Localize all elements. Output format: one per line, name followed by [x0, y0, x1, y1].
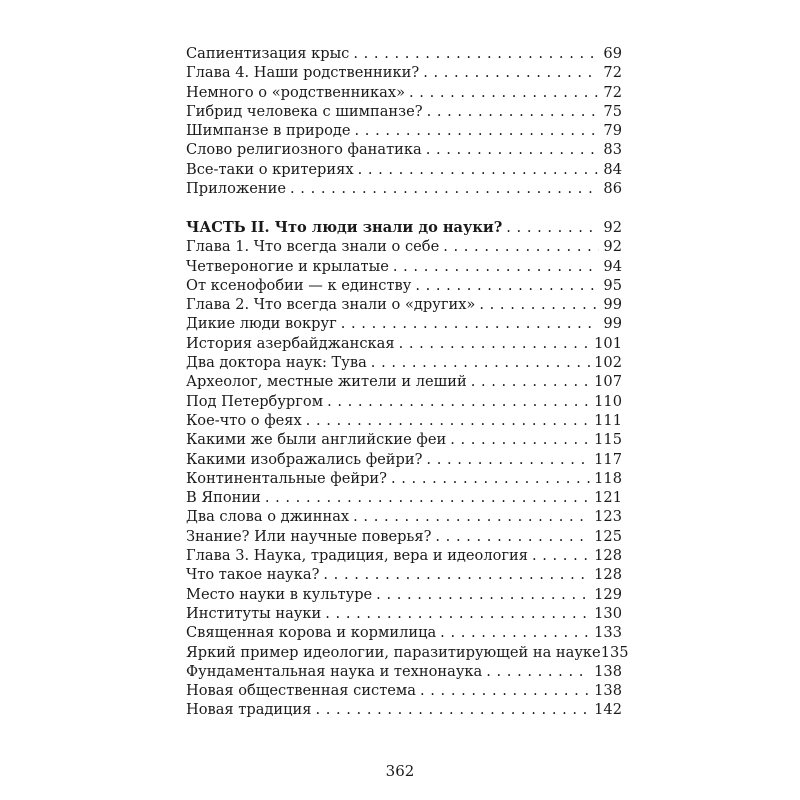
toc-leader-dots: [341, 314, 600, 333]
toc-entry: [186, 314, 622, 333]
toc-entry: [186, 102, 622, 121]
toc-leader-dots: [327, 392, 590, 411]
toc-leader-dots: [353, 507, 590, 526]
toc-entry-title: Два доктора наук: Тува: [186, 354, 367, 372]
toc-leader-dots: [435, 527, 590, 546]
toc-entry-page: 92: [603, 219, 622, 236]
toc-entry-page: 79: [603, 122, 622, 140]
toc-list-part-2: [186, 218, 629, 720]
toc-leader-dots: [479, 295, 599, 314]
toc-entry-page: 128: [594, 566, 622, 584]
toc-entry: [186, 469, 622, 488]
toc-leader-dots: [415, 276, 599, 295]
toc-entry-title: От ксенофобии — к единству: [186, 276, 412, 294]
toc-entry-title: Четвероногие и крылатые: [186, 257, 389, 275]
toc-entry-page: 72: [603, 64, 622, 82]
toc-entry-page: 83: [603, 141, 622, 159]
toc-entry: [186, 276, 622, 295]
toc-entry: [186, 392, 622, 411]
toc-entry-title: Глава 1. Что всегда знали о себе: [186, 238, 440, 256]
toc-entry-title: Место науки в культуре: [186, 585, 373, 603]
toc-entry-page: 99: [603, 315, 622, 333]
toc-entry-page: 142: [594, 701, 622, 719]
toc-list-part-1: [186, 44, 622, 198]
toc-entry-title: Новая традиция: [186, 701, 312, 719]
toc-entry: [186, 546, 622, 565]
toc-leader-dots: [371, 353, 590, 372]
toc-leader-dots: [443, 237, 599, 256]
toc-entry-title: Священная корова и кормилица: [186, 624, 437, 642]
toc-leader-dots: [450, 430, 590, 449]
toc-entry: [186, 565, 622, 584]
toc-entry-page: 94: [603, 257, 622, 275]
toc-entry-title: Глава 3. Наука, традиция, вера и идеология: [186, 547, 528, 565]
toc-entry-title: Сапиентизация крыс: [186, 45, 350, 62]
toc-leader-dots: [399, 334, 591, 353]
toc-leader-dots: [355, 121, 600, 140]
toc-leader-dots: [325, 604, 590, 623]
toc-entry-title: Какими же были английские феи: [186, 431, 447, 449]
toc-entry-title: Что такое наука?: [186, 566, 320, 584]
toc-entry: [186, 604, 622, 623]
toc-entry-title: Под Петербургом: [186, 392, 324, 410]
toc-entry: [186, 488, 622, 507]
toc-entry: [186, 63, 622, 82]
toc-entry-page: 69: [603, 45, 622, 62]
toc-entry: [186, 237, 622, 256]
toc-entry-page: 138: [594, 662, 622, 680]
toc-leader-dots: [358, 160, 600, 179]
toc-leader-dots: [306, 411, 590, 430]
toc-entry-title: История азербайджанская: [186, 334, 395, 352]
toc-entry-page: 117: [594, 450, 622, 468]
toc-entry-page: 129: [594, 585, 622, 603]
toc-entry-page: 86: [603, 180, 622, 198]
toc-leader-dots: [532, 546, 590, 565]
toc-entry-page: 115: [594, 431, 622, 449]
toc-entry: [186, 257, 622, 276]
toc-entry-title: Археолог, местные жители и леший: [186, 373, 467, 391]
toc-leader-dots: [427, 102, 600, 121]
toc-leader-dots: [426, 450, 590, 469]
toc-leader-dots: [471, 372, 590, 391]
toc-leader-dots: [426, 140, 600, 159]
toc-entry: [186, 295, 622, 314]
toc-entry-page: 121: [594, 489, 622, 507]
toc-leader-dots: [506, 218, 599, 237]
toc-entry-title: Немного о «родственниках»: [186, 83, 406, 101]
toc-leader-dots: [391, 469, 590, 488]
toc-entry-title: Глава 2. Что всегда знали о «других»: [186, 296, 476, 314]
toc-leader-dots: [376, 585, 590, 604]
toc-leader-dots: [290, 179, 599, 198]
toc-entry-title: Континентальные фейри?: [186, 469, 387, 487]
page-number: 362: [385, 762, 415, 780]
toc-entry-title: Какими изображались фейри?: [186, 450, 423, 468]
toc-entry-title: Фундаментальная наука и технонаука: [186, 662, 483, 680]
toc-entry: [186, 507, 622, 526]
toc-entry: [186, 353, 622, 372]
toc-leader-dots: [265, 488, 590, 507]
toc-entry-page: 107: [594, 373, 622, 391]
toc-leader-dots: [440, 623, 590, 642]
toc-leader-dots: [420, 681, 590, 700]
toc-entry-title: Яркий пример идеологии, паразитирующей на науке: [186, 643, 601, 661]
toc-entry-page: 92: [603, 238, 622, 256]
toc-entry: [186, 160, 622, 179]
toc-entry-title: Приложение: [186, 180, 287, 198]
toc-entry: [186, 179, 622, 198]
toc-entry: [186, 643, 629, 662]
toc-entry-title: Знание? Или научные поверья?: [186, 527, 432, 545]
toc-entry: [186, 121, 622, 140]
toc-entry-page: 128: [594, 547, 622, 565]
toc-entry-page: 101: [594, 334, 622, 352]
toc-entry-title: Институты науки: [186, 604, 322, 622]
toc-entry-title: В Японии: [186, 489, 261, 507]
toc-leader-dots: [423, 63, 599, 82]
toc-entry: [186, 700, 622, 719]
toc-entry-title: ЧАСТЬ II. Что люди знали до науки?: [186, 219, 503, 236]
toc-entry-page: 99: [603, 296, 622, 314]
toc-entry-title: Дикие люди вокруг: [186, 315, 337, 333]
toc-entry-page: 111: [594, 411, 622, 429]
toc-entry: [186, 527, 622, 546]
toc-entry-title: Новая общественная система: [186, 682, 416, 700]
toc-entry-page: 95: [603, 276, 622, 294]
toc-entry: [186, 44, 622, 63]
toc-entry-title: Шимпанзе в природе: [186, 122, 351, 140]
toc-entry: [186, 430, 622, 449]
toc-entry-page: 135: [600, 643, 629, 661]
toc-leader-dots: [323, 565, 590, 584]
toc-leader-dots: [315, 700, 590, 719]
toc-entry-page: 84: [603, 160, 622, 178]
toc-leader-dots: [393, 257, 600, 276]
toc-entry-title: Слово религиозного фанатика: [186, 141, 422, 159]
toc-entry: [186, 140, 622, 159]
toc-entry-title: Все-таки о критериях: [186, 160, 354, 178]
toc-entry: [186, 623, 622, 642]
toc-entry: [186, 585, 622, 604]
toc-entry-title: Гибрид человека с шимпанзе?: [186, 102, 423, 120]
toc-entry-page: 123: [594, 508, 622, 526]
toc-entry-page: 118: [594, 469, 622, 487]
toc-entry-page: 110: [594, 392, 622, 410]
toc-entry: [186, 334, 622, 353]
toc-entry: [186, 372, 622, 391]
toc-entry-page: 102: [594, 354, 622, 372]
toc-entry-page: 72: [603, 83, 622, 101]
toc-entry-page: 125: [594, 527, 622, 545]
toc-entry: [186, 681, 622, 700]
toc-entry: [186, 450, 622, 469]
toc-entry-page: 138: [594, 682, 622, 700]
toc-leader-dots: [486, 662, 590, 681]
toc-entry: [186, 662, 622, 681]
toc-entry: [186, 83, 622, 102]
toc-entry-page: 130: [594, 604, 622, 622]
toc-entry-title: Два слова о джиннах: [186, 508, 350, 526]
toc-leader-dots: [409, 83, 599, 102]
toc-entry-title: Глава 4. Наши родственники?: [186, 64, 420, 82]
toc-leader-dots: [353, 44, 599, 63]
toc-entry-page: 133: [594, 624, 622, 642]
toc-entry: [186, 411, 622, 430]
toc-entry-page: 75: [603, 102, 622, 120]
toc-entry: [186, 218, 622, 237]
toc-entry-title: Кое-что о феях: [186, 411, 302, 429]
